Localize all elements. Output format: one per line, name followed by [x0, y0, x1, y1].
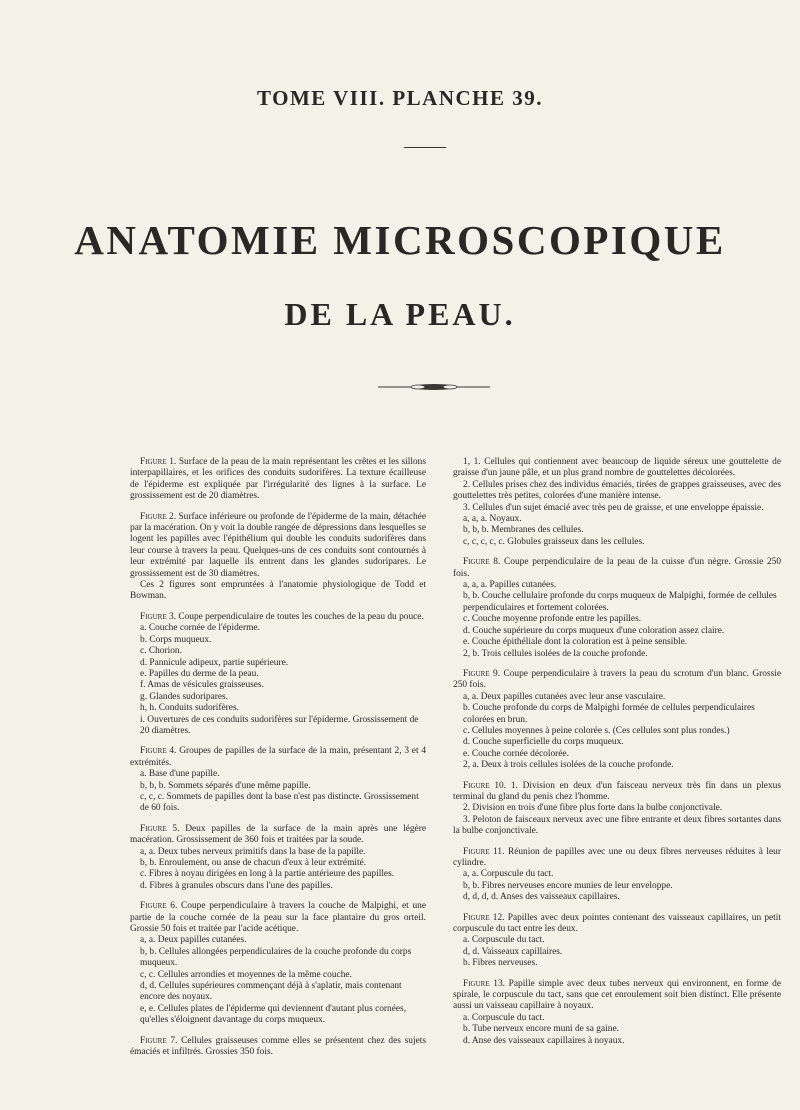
figure-label: Figure 6.	[140, 901, 178, 912]
legend-item: g. Glandes sudoripares.	[140, 691, 229, 702]
figure-legend	[130, 612, 426, 737]
legend-text: 2. Cellules prises chez des individus émaciés, tirées de grappes graisseuses, avec des gouttelettes très petites, colorées d'une manière intense.	[453, 479, 781, 502]
figure-legend	[453, 457, 781, 548]
legend-text: 3. Cellules d'un sujet émacié avec très peu de graisse, et une enveloppe épaissie.	[463, 502, 764, 513]
legend-text: 1, 1. Cellules qui contiennent avec beaucoup de liquide séreux une gouttelette de graisse d'un jaune pâle, et un plus grand nombre de gouttelettes décolorées.	[453, 457, 781, 479]
legend-item: d. Fibres à granules obscurs dans l'une des papilles.	[140, 880, 333, 891]
figure-legend	[453, 847, 781, 904]
figure-label: Figure 12.	[463, 912, 505, 923]
legend-paragraph	[453, 480, 781, 503]
legend-item: d, d. Vaisseaux capillaires.	[463, 946, 563, 957]
legend-item: c. Cellules moyennes à peine colorée s. (Ces cellules sont plus rondes.)	[463, 725, 730, 736]
legend-item: b, b, b. Sommets séparés d'une même papille.	[140, 780, 311, 791]
legend-item: a. Couche cornée de l'épiderme.	[140, 623, 260, 634]
legend-text: Coupe perpendiculaire à travers la peau du scrotum d'un blanc. Grossie 250 fois.	[453, 668, 782, 691]
legend-text: Surface inférieure ou profonde de l'épiderme de la main, détachée par la macération. On y voit la double rangée de dépressions dans lesquelles se logent les papilles avec l'épithélium qui double les conduits sudorifères dans leur course à travers la peau. Quelques-uns de ces conduits sont contournés à leur extrémité par laquelle ils entrent dans les glandes sudoripares. Le grossissement est de 30 diamètres.	[130, 511, 426, 579]
legend-paragraph	[130, 901, 426, 935]
legend-paragraph	[453, 979, 781, 1013]
legend-item: e. Couche cornée décolorée.	[463, 748, 569, 759]
legend-paragraph	[130, 580, 426, 603]
figure-label: Figure 13.	[463, 978, 505, 989]
legend-item: f. Amas de vésicules graisseuses.	[140, 680, 264, 691]
legend-item: a. Corpuscule du tact.	[463, 1012, 545, 1023]
legend-item: a, a. Corpuscule du tact.	[463, 869, 554, 880]
right-column	[453, 457, 781, 1056]
legend-item: c. Chorion.	[140, 646, 182, 657]
legend-item: 2, b. Trois cellules isolées de la couche profonde.	[463, 648, 648, 659]
figure-label: Figure 7.	[140, 1035, 178, 1046]
legend-item: c. Fibres à noyau dirigées en long à la partie antérieure des papilles.	[140, 869, 395, 880]
legend-paragraph	[453, 815, 781, 838]
legend-item: a. Corpuscule du tact.	[463, 935, 545, 946]
figure-legend	[130, 457, 426, 503]
legend-paragraph	[130, 746, 426, 769]
ornament-divider	[378, 378, 490, 396]
legend-item: a, a. Deux tubes nerveux primitifs dans la base de la papille.	[140, 846, 366, 857]
legend-text: Réunion de papilles avec une ou deux fibres nerveuses réduites à leur cylindre.	[453, 846, 781, 868]
figure-legend	[453, 979, 781, 1047]
figure-legend	[130, 1036, 426, 1059]
legend-paragraph	[453, 781, 781, 804]
legend-item: d. Anse des vaisseaux capillaires à noyaux.	[463, 1035, 625, 1046]
legend-paragraph	[453, 913, 781, 936]
legend-item: 2, a. Deux à trois cellules isolées de la couche profonde.	[463, 760, 674, 771]
legend-item: d. Couche supérieure du corps muqueux d'une coloration assez claire.	[463, 625, 725, 636]
legend-item: b. Couche profonde du corps de Malpighi formée de cellules perpendiculaires colorées en brun.	[463, 703, 755, 725]
legend-item: b, b. Fibres nerveuses encore munies de leur enveloppe.	[463, 880, 673, 891]
legend-paragraph	[453, 503, 781, 514]
legend-text: Coupe perpendiculaire de toutes les couches de la peau du pouce.	[178, 611, 424, 622]
legend-item: c, c, c. Sommets de papilles dont la base n'est pas distincte. Grossissement de 60 fois.	[140, 791, 419, 814]
legend-text: Cellules graisseuses comme elles se présentent chez des sujets émaciés et infiltrés. Grossies 350 fois.	[130, 1035, 426, 1058]
legend-item: b. Fibres nerveuses.	[463, 958, 538, 969]
legend-item: a, a. Deux papilles cutanées avec leur anse vasculaire.	[463, 691, 666, 702]
legend-item: a, a, a. Noyaux.	[463, 514, 522, 525]
legend-paragraph	[453, 557, 781, 580]
legend-text: Coupe perpendiculaire à travers la couche de Malpighi, et une partie de la couche cornée de la peau sur la face plantaire du gros orteil. Grossie 50 fois et traitée par l'acide acétique.	[130, 901, 426, 935]
legend-item: e, e. Cellules plates de l'épiderme qui deviennent d'autant plus cornées, qu'elles s'éloignent davantage du corps muqueux.	[140, 1003, 407, 1026]
figure-legend	[130, 901, 426, 1026]
legend-item: b. Corps muqueux.	[140, 634, 212, 645]
legend-item: e. Papilles du derme de la peau.	[140, 668, 259, 679]
legend-item: c. Couche moyenne profonde entre les papilles.	[463, 614, 642, 625]
figure-legend	[130, 824, 426, 892]
figure-legend	[453, 669, 781, 772]
legend-item: e. Couche épithéliale dont la coloration est à peine sensible.	[463, 637, 688, 648]
legend-paragraph	[130, 457, 426, 503]
subtitle: DE LA PEAU.	[284, 296, 516, 332]
legend-text: Groupes de papilles de la surface de la main, présentant 2, 3 et 4 extrémités.	[130, 746, 427, 768]
legend-item: d, d. Cellules supérieures commençant déjà à s'aplatir, mais contenant encore des noyaux.	[140, 981, 402, 1003]
main-title: ANATOMIE MICROSCOPIQUE	[74, 217, 726, 263]
figure-legend	[130, 746, 426, 814]
legend-paragraph	[453, 847, 781, 870]
figure-label: Figure 8.	[463, 557, 501, 568]
legend-item: c, c, c, c, c. Globules graisseux dans les cellules.	[463, 536, 645, 547]
legend-item: i. Ouvertures de ces conduits sudorifères sur l'épiderme. Grossissement de 20 diamètres.	[140, 714, 419, 736]
legend-text: Surface de la peau de la main représentant les crêtes et les sillons interpapillaires, et les orifices des conduits sudorifères. La texture écailleuse de l'épiderme est expliquée par l'irrégularité des lignes à la surface. Le grossissement est de 20 diamètres.	[130, 457, 426, 502]
figure-label: Figure 11.	[463, 846, 505, 857]
tome-heading: TOME VIII. PLANCHE 39.	[256, 86, 543, 110]
legend-paragraph	[453, 669, 781, 692]
legend-item: b, b. Couche cellulaire profonde du corps muqueux de Malpighi, formée de cellules perpendiculaires et fortement colorées.	[463, 591, 777, 613]
legend-text: Deux papilles de la surface de la main après une légère macération. Grossissement de 360 fois et traitées par la soude.	[130, 823, 427, 846]
legend-text: 1. Division en deux d'un faisceau nerveux très fin dans un plexus terminal du gland du penis chez l'homme.	[453, 780, 781, 802]
figure-label: Figure 2.	[140, 511, 177, 522]
legend-item: h, h. Conduits sudorifères.	[140, 703, 239, 714]
legend-item: b, b, b. Membranes des cellules.	[463, 525, 584, 536]
divider-rule	[404, 147, 446, 148]
legend-item: d. Pannicule adipeux, partie supérieure.	[140, 657, 289, 668]
legend-paragraph	[130, 612, 426, 623]
legend-item: d, d, d, d. Anses des vaisseaux capillaires.	[463, 892, 620, 903]
figure-label: Figure 9.	[463, 668, 501, 679]
legend-paragraph	[130, 512, 426, 580]
figure-legend	[453, 557, 781, 660]
legend-text: Papilles avec deux pointes contenant des vaisseaux capillaires, un petit corpuscule du tact entre les deux.	[453, 912, 782, 935]
legend-item: b, b. Enroulement, ou anse de chacun d'eux à leur extrémité.	[140, 858, 367, 868]
left-column	[130, 457, 426, 1068]
legend-text: 2. Division en trois d'une fibre plus forte dans la bulbe conjonctivale.	[463, 803, 723, 814]
legend-text: Coupe perpendiculaire de la peau de la cuisse d'un nègre. Grossie 250 fois.	[453, 557, 782, 579]
figure-label: Figure 5.	[140, 823, 180, 834]
legend-paragraph	[453, 457, 781, 480]
legend-item: d. Couche superficielle du corps muqueux.	[463, 737, 624, 748]
legend-item: a. Base d'une papille.	[140, 769, 220, 780]
legend-item: b. Tube nerveux encore muni de sa gaine.	[463, 1024, 619, 1035]
figure-legend	[453, 781, 781, 838]
figure-legend	[453, 913, 781, 970]
legend-text: 3. Peloton de faisceaux nerveux avec une fibre entrante et deux fibres sortantes dans la bulbe conjonctivale.	[453, 814, 781, 837]
legend-item: a, a. Deux papilles cutanées.	[140, 935, 247, 946]
figure-label: Figure 4.	[140, 746, 177, 757]
legend-item: c, c. Cellules arrondies et moyennes de la même couche.	[140, 969, 352, 980]
figure-label: Figure 3.	[140, 611, 176, 622]
legend-paragraph	[453, 803, 781, 814]
figure-label: Figure 10.	[463, 780, 507, 791]
legend-paragraph	[130, 1036, 426, 1059]
legend-paragraph	[130, 824, 426, 847]
figure-legend	[130, 512, 426, 603]
legend-text: Papille simple avec deux tubes nerveux qui environnent, en forme de spirale, le corpuscule du tact, sans que cet enroulement soit bien distinct. Elle présente aussi un vaisseau capillaire à noyaux.	[453, 978, 781, 1012]
legend-text: Ces 2 figures sont empruntées à l'anatomie physiologique de Todd et Bowman.	[130, 580, 426, 602]
legend-item: b, b. Cellules allongées perpendiculaires de la couche profonde du corps muqueux.	[140, 946, 412, 969]
figure-label: Figure 1.	[140, 457, 177, 467]
legend-item: a, a, a. Papilles cutanées.	[463, 580, 557, 591]
